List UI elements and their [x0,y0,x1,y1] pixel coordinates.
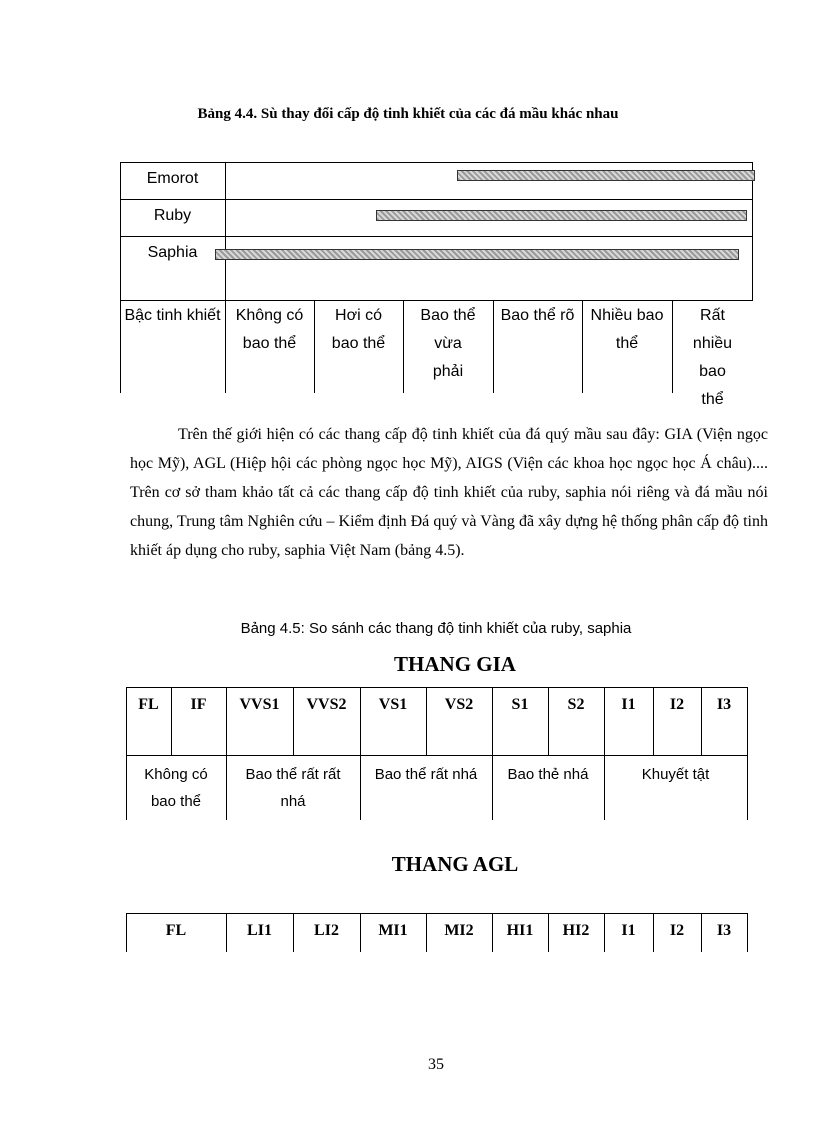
agl-code: I1 [621,922,636,939]
agl-code: HI2 [562,922,590,939]
gia-code: S1 [511,696,529,713]
gia-code: VVS2 [306,696,347,713]
stone-row [120,237,753,301]
table-4-4-caption: Bảng 4.4. Sù thay đổi cấp độ tinh khiết của các đá mầu khác nhau [197,106,619,122]
gia-group: Không có bao thể [144,766,208,810]
agl-code: LI1 [247,922,272,939]
agl-code: MI1 [378,922,408,939]
table-border [747,914,748,952]
gia-group: Bao thẻ nhá [507,766,589,783]
gia-table [126,687,748,820]
stone-label: Emorot [146,170,199,187]
gia-group: Bao thể rất nhá [374,766,478,783]
grade-label: Không có bao thể [235,307,304,352]
table-border [752,163,753,301]
gia-code: VVS1 [239,696,280,713]
agl-code: I3 [716,922,732,939]
column-divider [225,163,226,393]
table-border [120,163,121,393]
gia-code: S2 [567,696,585,713]
grade-label: Rất nhiều bao thể [692,307,733,408]
emorot-purity-bar [457,170,755,181]
grade-label: Nhiều bao thể [590,307,664,352]
grade-label: Hơi có bao thể [331,307,386,352]
gia-code: VS2 [444,696,474,713]
grade-header-label: Bậc tinh khiết [124,307,221,324]
row-divider [126,755,748,756]
gia-code: FL [138,696,159,713]
agl-code: I2 [669,922,685,939]
saphia-purity-bar [215,249,739,260]
page-number: 35 [428,1056,444,1073]
grade-label: Bao thể rõ [500,307,575,324]
gia-code: I2 [669,696,685,713]
agl-code: HI1 [506,922,534,939]
grade-label: Bao thể vừa phải [420,307,476,380]
stone-label: Saphia [147,244,198,261]
agl-code: MI2 [444,922,474,939]
gia-code: I1 [621,696,636,713]
body-paragraph [130,420,768,565]
stone-label: Ruby [153,207,192,224]
stone-row [120,163,753,200]
gia-group: Khuyết tật [641,766,710,783]
agl-scale-title: THANG AGL [391,852,519,876]
agl-code: FL [165,922,187,939]
gia-code: VS1 [378,696,408,713]
gia-code: I3 [716,696,732,713]
gia-code: IF [190,696,207,713]
ruby-purity-bar [376,210,747,221]
agl-code: LI2 [314,922,339,939]
agl-table [126,913,748,952]
table-4-5-caption: Bảng 4.5: So sánh các thang độ tinh khiết của ruby, saphia [240,620,632,637]
gia-scale-title: THANG GIA [394,652,516,676]
gia-group: Bao thể rất rất nhá [245,766,341,810]
table-4-4 [120,162,753,408]
paragraph-text: Trên thế giới hiện có các thang cấp độ tinh khiết của đá quý mầu sau đây: GIA (Viện ngọc học Mỹ), AGL (Hiệp hội các phòng ngọc học Mỹ), AIGS (Viện các khoa học ngọc học Á châu).... Trên cơ sở tham khảo tất cả các thang cấp độ tinh khiết của ruby, saphia nói riêng và đá mầu nói chung, Trung tâm Nghiên cứu – Kiểm định Đá quý và Vàng đã xây dựng hệ thống phân cấp độ tinh khiết áp dụng cho ruby, saphia Việt Nam (bảng 4.5). [130,426,768,559]
table-border [747,688,748,820]
